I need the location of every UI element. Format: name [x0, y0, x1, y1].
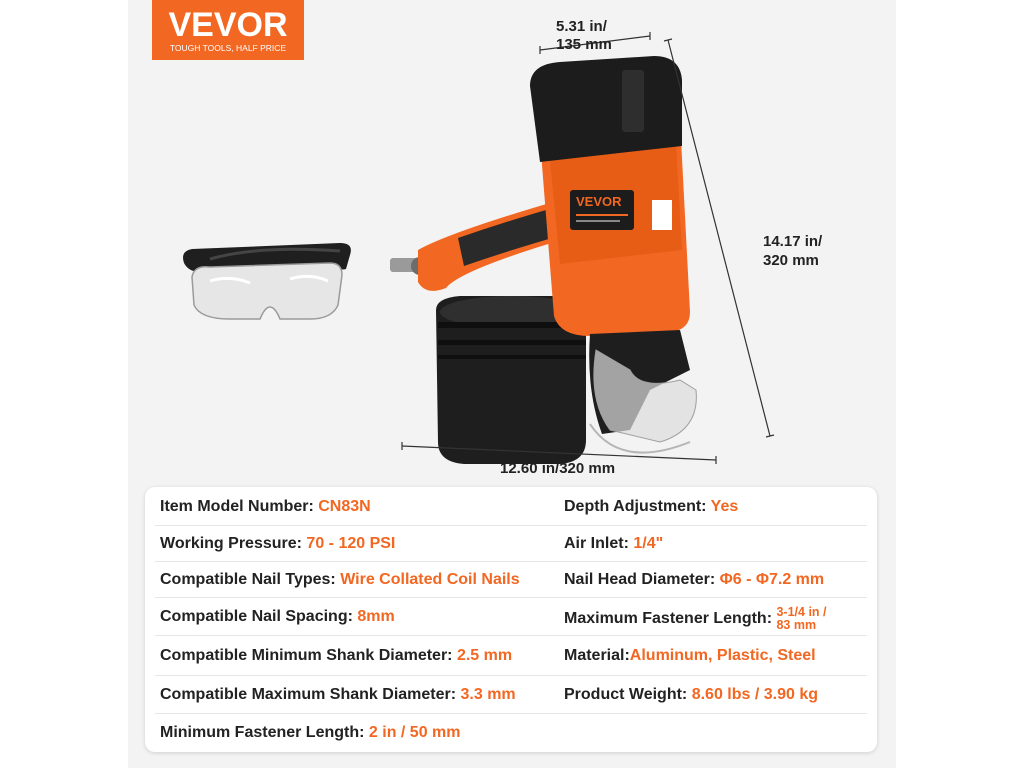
spec-working-pressure: Working Pressure: 70 - 120 PSI: [160, 535, 396, 552]
brand-tagline: TOUGH TOOLS, HALF PRICE: [169, 43, 287, 53]
max-fastener-length-line1: 3-1/4 in /: [776, 605, 827, 619]
spec-max-shank-diameter: Compatible Maximum Shank Diameter: 3.3 mm: [160, 686, 516, 703]
spec-model-number: Item Model Number: CN83N: [160, 498, 371, 515]
spec-depth-adjustment: Depth Adjustment: Yes: [564, 498, 739, 515]
tool-label-brand: VEVOR: [576, 194, 622, 209]
spec-nail-head-diameter: Nail Head Diameter: Φ6 - Φ7.2 mm: [564, 571, 825, 588]
spec-nail-spacing: Compatible Nail Spacing: 8mm: [160, 608, 395, 625]
spec-material: Material:Aluminum, Plastic, Steel: [564, 647, 816, 664]
spec-nail-types: Compatible Nail Types: Wire Collated Coil Nails: [160, 571, 520, 588]
specifications-card: [145, 487, 877, 752]
max-fastener-length-line2: 83 mm: [776, 618, 817, 632]
spec-min-shank-diameter: Compatible Minimum Shank Diameter: 2.5 mm: [160, 647, 513, 664]
spec-product-weight: Product Weight: 8.60 lbs / 3.90 kg: [564, 686, 818, 703]
spec-air-inlet: Air Inlet: 1/4": [564, 535, 664, 552]
height-dimension-mm: 320 mm: [763, 252, 819, 269]
brand-name: VEVOR: [168, 6, 288, 44]
width-dimension-in: 5.31 in/: [556, 18, 607, 35]
spec-max-fastener-length: Maximum Fastener Length: 3-1/4 in / 83 mm: [564, 605, 827, 632]
width-dimension-mm: 135 mm: [556, 36, 612, 53]
width-dimension-label: [556, 17, 612, 54]
height-dimension-in: 14.17 in/: [763, 233, 823, 250]
spec-min-fastener-length: Minimum Fastener Length: 2 in / 50 mm: [160, 724, 461, 741]
length-dimension-label: 12.60 in/320 mm: [500, 460, 616, 477]
height-dimension-label: [763, 232, 822, 270]
